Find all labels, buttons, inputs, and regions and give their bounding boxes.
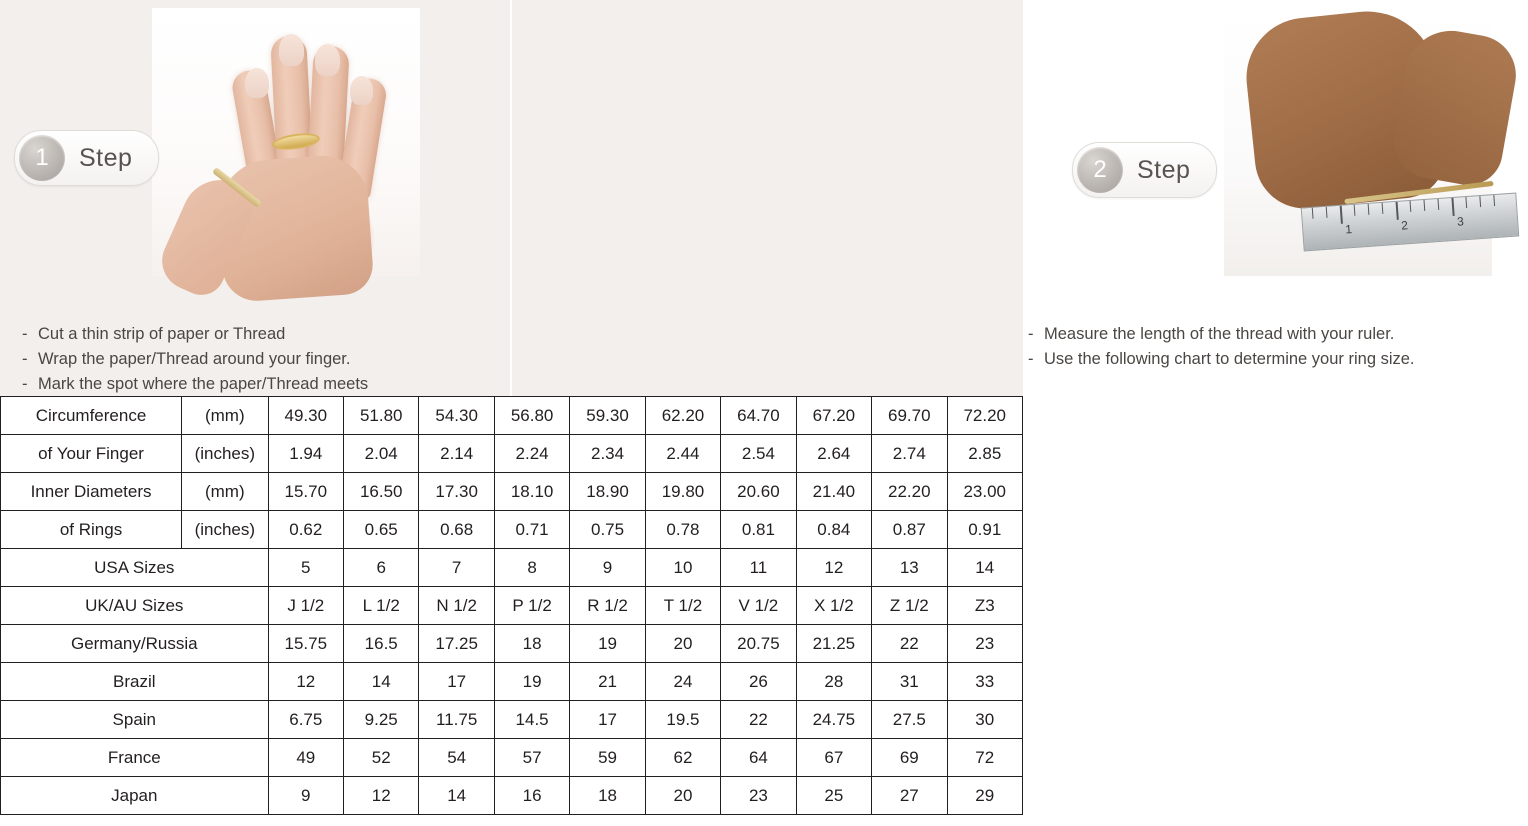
cell: L 1/2 [344, 587, 419, 625]
cell: 0.62 [268, 511, 343, 549]
cell: 6 [344, 549, 419, 587]
cell: 0.71 [494, 511, 569, 549]
cell: 1.94 [268, 435, 343, 473]
cell: X 1/2 [796, 587, 871, 625]
cell: 11 [721, 549, 796, 587]
step-1-instructions [22, 322, 492, 397]
cell: Z3 [947, 587, 1023, 625]
cell: 10 [645, 549, 720, 587]
cell: 28 [796, 663, 871, 701]
cell: 9 [268, 777, 343, 815]
cell: 2.14 [419, 435, 494, 473]
cell: 22 [872, 625, 947, 663]
table-row [1, 739, 1023, 777]
cell: 59.30 [570, 397, 645, 435]
cell: 12 [796, 549, 871, 587]
cell: 67.20 [796, 397, 871, 435]
ring-size-chart [0, 396, 1023, 815]
step-1-badge [14, 130, 159, 186]
step-2-panel [510, 0, 1465, 396]
cell: 49 [268, 739, 343, 777]
step-1-label: Step [79, 143, 133, 172]
cell: 69 [872, 739, 947, 777]
cell: T 1/2 [645, 587, 720, 625]
cell: 14 [419, 777, 494, 815]
row-label-usa-sizes: USA Sizes [1, 549, 269, 587]
cell: 13 [872, 549, 947, 587]
cell: Z 1/2 [872, 587, 947, 625]
cell: 11.75 [419, 701, 494, 739]
cell: 5 [268, 549, 343, 587]
step-1-instruction-1: Cut a thin strip of paper or Thread [38, 325, 286, 343]
cell: 72.20 [947, 397, 1023, 435]
cell: 21 [570, 663, 645, 701]
table-row [1, 397, 1023, 435]
row-label-uk-au-sizes: UK/AU Sizes [1, 587, 269, 625]
step-2-instructions [1028, 322, 1528, 372]
cell: 18 [570, 777, 645, 815]
row-unit-mm-2: (mm) [182, 473, 269, 511]
cell: 0.87 [872, 511, 947, 549]
cell: 2.64 [796, 435, 871, 473]
cell: 12 [344, 777, 419, 815]
list-item: - Use the following chart to determine your ring size. [1028, 350, 1415, 368]
cell: 22.20 [872, 473, 947, 511]
ruler-number-1: 1 [1344, 222, 1353, 237]
cell: 54 [419, 739, 494, 777]
cell: 21.40 [796, 473, 871, 511]
row-label-circumference: Circumference [1, 397, 182, 435]
cell: 18.90 [570, 473, 645, 511]
cell: 9 [570, 549, 645, 587]
hand-measuring-thread-with-ruler-photo [1224, 8, 1492, 276]
row-label-germany-russia: Germany/Russia [1, 625, 269, 663]
cell: 23 [721, 777, 796, 815]
cell: 33 [947, 663, 1023, 701]
table-row [1, 473, 1023, 511]
steps-section [0, 0, 1465, 396]
list-item: - Cut a thin strip of paper or Thread [22, 325, 286, 343]
hand-with-thread-around-finger-photo [152, 8, 420, 276]
row-label-circumference-2: of Your Finger [1, 435, 182, 473]
step-2-badge [1072, 142, 1217, 198]
cell: 67 [796, 739, 871, 777]
cell: 26 [721, 663, 796, 701]
cell: 31 [872, 663, 947, 701]
cell: 20.60 [721, 473, 796, 511]
ruler-number-2: 2 [1400, 218, 1409, 233]
cell: 64 [721, 739, 796, 777]
ruler-number-3: 3 [1456, 214, 1465, 229]
cell: 24 [645, 663, 720, 701]
cell: 16 [494, 777, 569, 815]
cell: 0.91 [947, 511, 1023, 549]
table-row [1, 663, 1023, 701]
step-1-instruction-2: Wrap the paper/Thread around your finger. [38, 350, 351, 368]
cell: 15.75 [268, 625, 343, 663]
row-label-france: France [1, 739, 269, 777]
row-unit-inches-2: (inches) [182, 511, 269, 549]
table-row [1, 511, 1023, 549]
cell: 2.34 [570, 435, 645, 473]
cell: 2.85 [947, 435, 1023, 473]
cell: 23.00 [947, 473, 1023, 511]
cell: 2.04 [344, 435, 419, 473]
cell: 17.30 [419, 473, 494, 511]
cell: 2.74 [872, 435, 947, 473]
list-item: - Wrap the paper/Thread around your finger. [22, 350, 351, 368]
size-chart-table [0, 396, 1023, 815]
list-item: - Measure the length of the thread with your ruler. [1028, 325, 1395, 343]
cell: 7 [419, 549, 494, 587]
row-label-spain: Spain [1, 701, 269, 739]
cell: 59 [570, 739, 645, 777]
cell: 0.84 [796, 511, 871, 549]
cell: 19.5 [645, 701, 720, 739]
cell: 20 [645, 625, 720, 663]
cell: 2.24 [494, 435, 569, 473]
cell: 9.25 [344, 701, 419, 739]
cell: 17 [570, 701, 645, 739]
cell: N 1/2 [419, 587, 494, 625]
row-label-brazil: Brazil [1, 663, 269, 701]
cell: 6.75 [268, 701, 343, 739]
row-label-inner-diameters-2: of Rings [1, 511, 182, 549]
cell: 19.80 [645, 473, 720, 511]
cell: 30 [947, 701, 1023, 739]
cell: 15.70 [268, 473, 343, 511]
cell: 18.10 [494, 473, 569, 511]
cell: P 1/2 [494, 587, 569, 625]
cell: 2.54 [721, 435, 796, 473]
cell: 19 [494, 663, 569, 701]
cell: 8 [494, 549, 569, 587]
cell: 19 [570, 625, 645, 663]
cell: 2.44 [645, 435, 720, 473]
row-label-inner-diameters: Inner Diameters [1, 473, 182, 511]
cell: 52 [344, 739, 419, 777]
cell: 57 [494, 739, 569, 777]
step-2-instruction-1: Measure the length of the thread with your ruler. [1044, 325, 1395, 343]
cell: 62.20 [645, 397, 720, 435]
cell: 51.80 [344, 397, 419, 435]
cell: 64.70 [721, 397, 796, 435]
step-2-instruction-2: Use the following chart to determine your ring size. [1044, 350, 1415, 368]
row-label-japan: Japan [1, 777, 269, 815]
table-row [1, 777, 1023, 815]
table-row [1, 625, 1023, 663]
cell: J 1/2 [268, 587, 343, 625]
cell: 24.75 [796, 701, 871, 739]
cell: 29 [947, 777, 1023, 815]
cell: 17 [419, 663, 494, 701]
cell: 0.75 [570, 511, 645, 549]
cell: 14.5 [494, 701, 569, 739]
cell: 16.5 [344, 625, 419, 663]
list-item: - Mark the spot where the paper/Thread meets [22, 375, 369, 393]
cell: 0.68 [419, 511, 494, 549]
cell: 16.50 [344, 473, 419, 511]
cell: 14 [947, 549, 1023, 587]
row-unit-mm: (mm) [182, 397, 269, 435]
cell: 22 [721, 701, 796, 739]
cell: 20.75 [721, 625, 796, 663]
cell: 20 [645, 777, 720, 815]
cell: 49.30 [268, 397, 343, 435]
step-1-number: 1 [19, 135, 65, 181]
table-row [1, 549, 1023, 587]
cell: 25 [796, 777, 871, 815]
cell: R 1/2 [570, 587, 645, 625]
cell: 0.65 [344, 511, 419, 549]
cell: 27.5 [872, 701, 947, 739]
step-2-label: Step [1137, 155, 1191, 184]
step-2-number: 2 [1077, 147, 1123, 193]
cell: 54.30 [419, 397, 494, 435]
cell: 69.70 [872, 397, 947, 435]
table-row [1, 701, 1023, 739]
cell: 56.80 [494, 397, 569, 435]
cell: V 1/2 [721, 587, 796, 625]
cell: 62 [645, 739, 720, 777]
cell: 17.25 [419, 625, 494, 663]
table-row [1, 587, 1023, 625]
cell: 0.81 [721, 511, 796, 549]
step-1-instruction-3: Mark the spot where the paper/Thread meets [38, 375, 369, 393]
cell: 72 [947, 739, 1023, 777]
cell: 0.78 [645, 511, 720, 549]
cell: 23 [947, 625, 1023, 663]
table-row [1, 435, 1023, 473]
cell: 12 [268, 663, 343, 701]
step-1-panel [0, 0, 510, 396]
cell: 27 [872, 777, 947, 815]
cell: 21.25 [796, 625, 871, 663]
cell: 18 [494, 625, 569, 663]
cell: 14 [344, 663, 419, 701]
row-unit-inches: (inches) [182, 435, 269, 473]
